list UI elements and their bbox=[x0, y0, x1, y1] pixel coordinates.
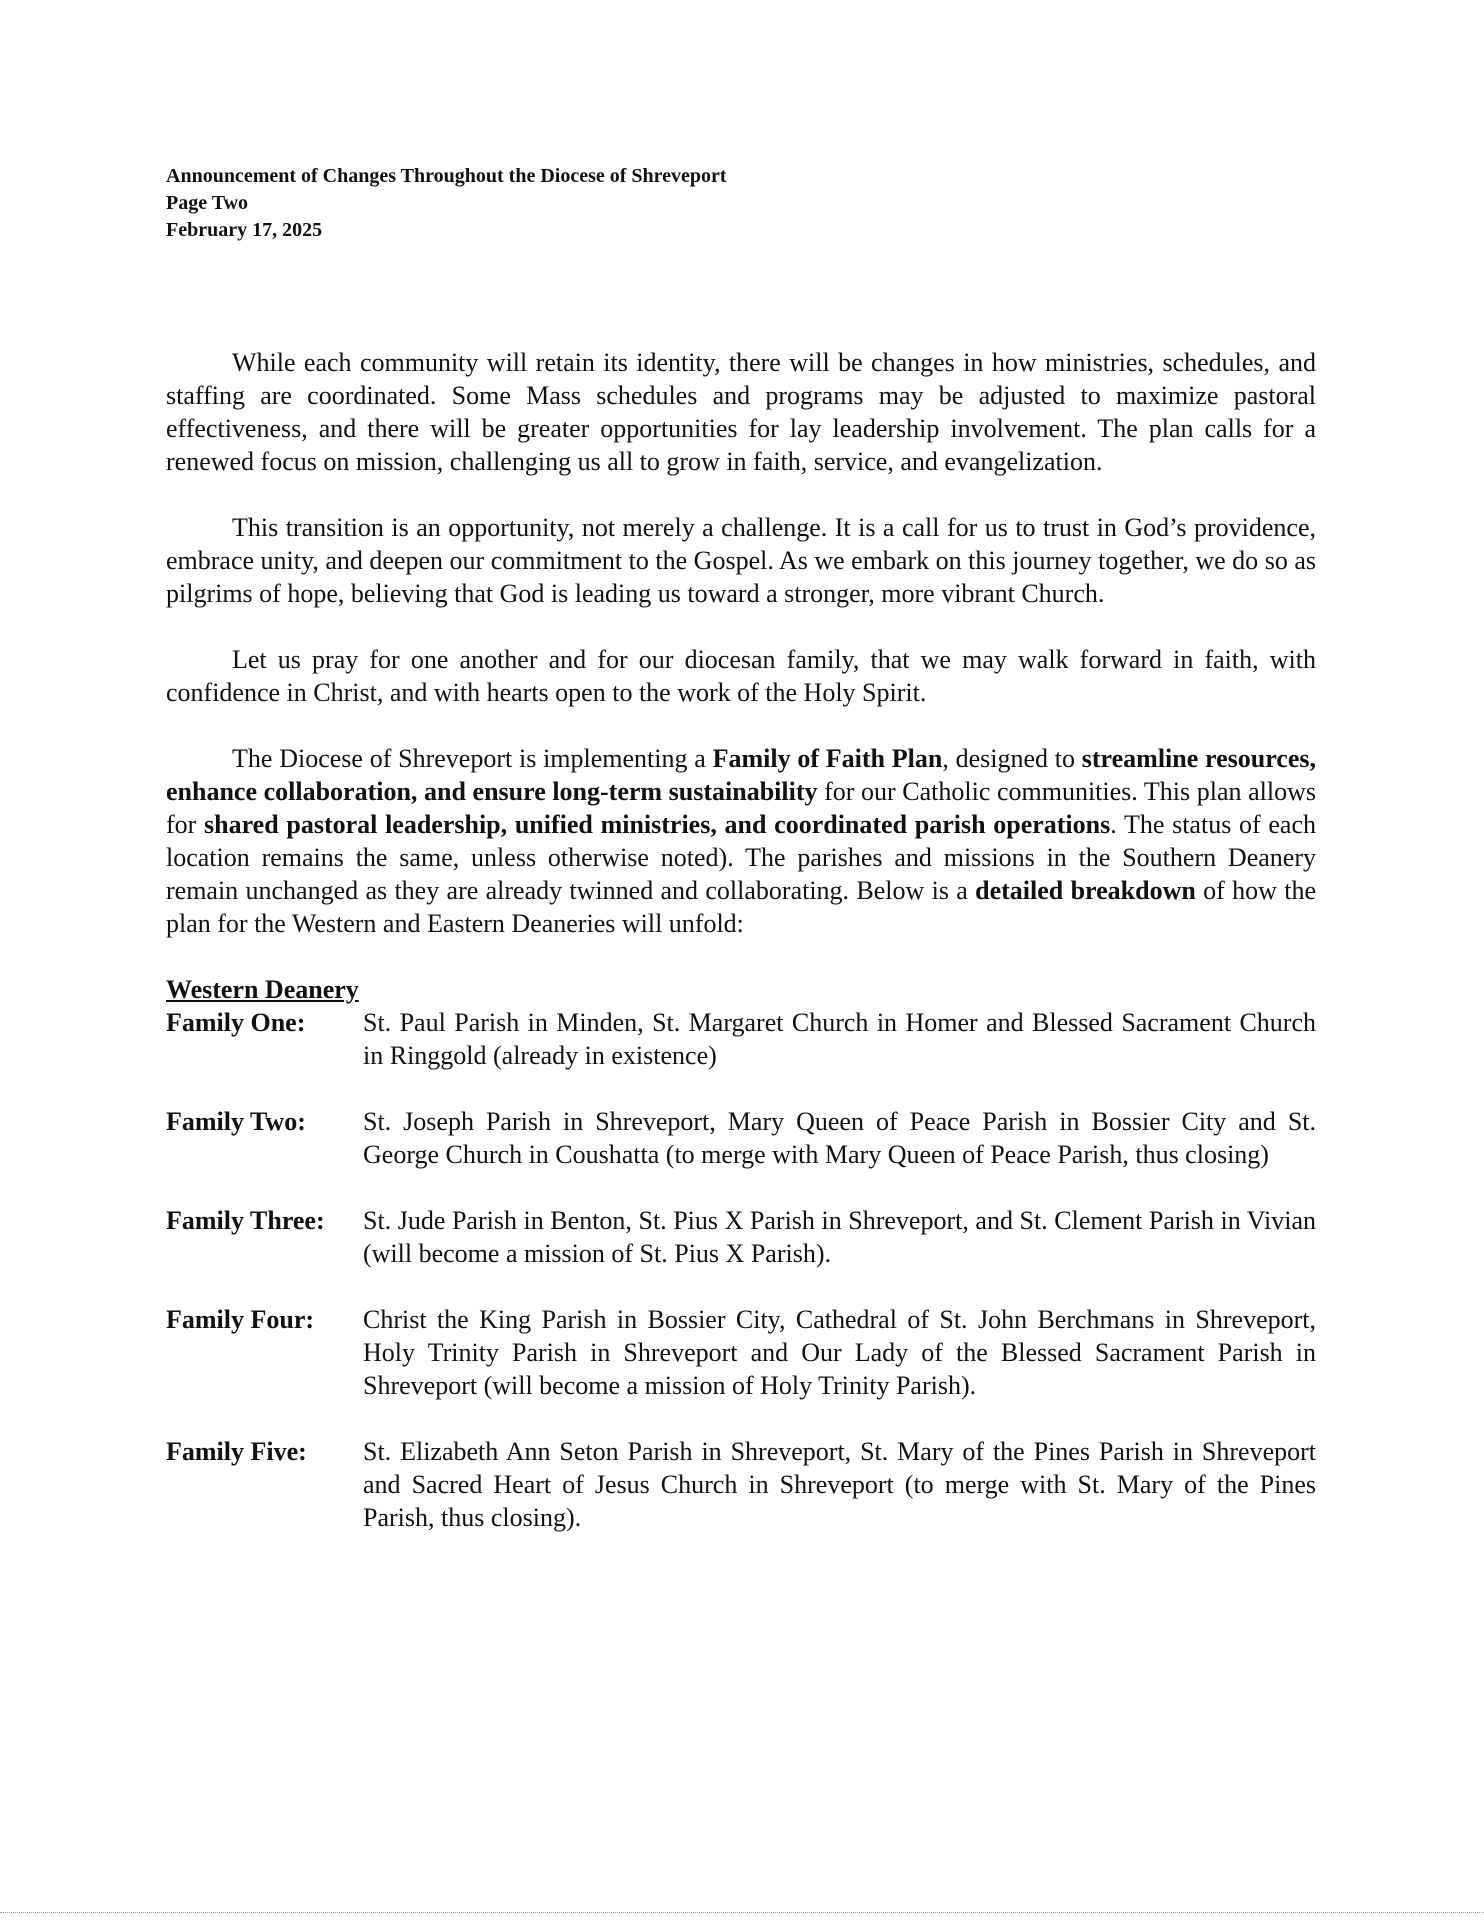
family-label: Family Three: bbox=[166, 1206, 325, 1235]
header-title: Announcement of Changes Throughout the Diocese of Shreveport bbox=[166, 165, 727, 187]
family-text: St. Jude Parish in Benton, St. Pius X Parish in Shreveport, and St. Clement Parish in Vivian (will become a mission of St. Pius X Parish). bbox=[363, 1206, 1316, 1268]
header-date: February 17, 2025 bbox=[166, 219, 323, 241]
family-label: Family Four: bbox=[166, 1305, 315, 1334]
family-text: St. Paul Parish in Minden, St. Margaret Church in Homer and Blessed Sacrament Church in Ringgold (already in existence) bbox=[363, 1008, 1316, 1070]
family-item bbox=[166, 1204, 1316, 1270]
p4-bold-1: Family of Faith Plan bbox=[712, 744, 943, 773]
letter-body bbox=[166, 346, 1316, 1567]
family-label: Family One: bbox=[166, 1008, 306, 1037]
page-bottom-rule bbox=[0, 1912, 1484, 1913]
family-text: St. Joseph Parish in Shreveport, Mary Queen of Peace Parish in Bossier City and St. George Church in Coushatta (to merge with Mary Queen of Peace Parish, thus closing) bbox=[363, 1107, 1316, 1169]
paragraph-1: While each community will retain its identity, there will be changes in how ministries, schedules, and staffing are coordinated. Some Mass schedules and programs may be adjusted to maximize pastoral effectiveness, and there will be greater opportunities for lay leadership involvement. The plan calls for a renewed focus on mission, challenging us all to grow in faith, service, and evangelization. bbox=[166, 348, 1316, 476]
p4-bold-3: shared pastoral leadership, unified ministries, and coordinated parish operations bbox=[204, 810, 1111, 839]
p4-bold-2: streamline resources, enhance collaboration, and ensure long-term sustainability bbox=[166, 744, 1316, 806]
deanery-heading: Western Deanery bbox=[166, 975, 359, 1004]
paragraph-4 bbox=[166, 742, 1316, 940]
p4-text-3: for our Catholic communities. This plan allows for bbox=[166, 777, 1316, 839]
family-item bbox=[166, 1105, 1316, 1171]
paragraph-2: This transition is an opportunity, not merely a challenge. It is a call for us to trust in God’s providence, embrace unity, and deepen our commitment to the Gospel. As we embark on this journey together, we do so as pilgrims of hope, believing that God is leading us toward a stronger, more vibrant Church. bbox=[166, 513, 1316, 608]
family-text: St. Elizabeth Ann Seton Parish in Shreveport, St. Mary of the Pines Parish in Shreveport and Sacred Heart of Jesus Church in Shreveport (to merge with St. Mary of the Pines Parish, thus closing). bbox=[363, 1437, 1316, 1532]
header-page-number: Page Two bbox=[166, 192, 249, 214]
p4-bold-4: detailed breakdown bbox=[975, 876, 1196, 905]
paragraph-3: Let us pray for one another and for our diocesan family, that we may walk forward in faith, with confidence in Christ, and with hearts open to the work of the Holy Spirit. bbox=[166, 645, 1316, 707]
family-label: Family Five: bbox=[166, 1437, 307, 1466]
family-item bbox=[166, 1435, 1316, 1534]
p4-text-4: . The status of each location remains the same, unless otherwise noted). The parishes and missions in the Southern Deanery remain unchanged as they are already twinned and collaborating. Below is a bbox=[166, 810, 1316, 905]
p4-text-1: The Diocese of Shreveport is implementing a bbox=[232, 744, 713, 773]
p4-text-5: of how the plan for the Western and Eastern Deaneries will unfold: bbox=[166, 876, 1316, 938]
p4-text-2: , designed to bbox=[942, 744, 1082, 773]
family-item bbox=[166, 1006, 1316, 1072]
family-text: Christ the King Parish in Bossier City, Cathedral of St. John Berchmans in Shreveport, Holy Trinity Parish in Shreveport and Our Lady of the Blessed Sacrament Parish in Shreveport (will become a mission of Holy Trinity Parish). bbox=[363, 1305, 1316, 1400]
letter-header bbox=[166, 163, 727, 244]
family-item bbox=[166, 1303, 1316, 1402]
family-label: Family Two: bbox=[166, 1107, 306, 1136]
